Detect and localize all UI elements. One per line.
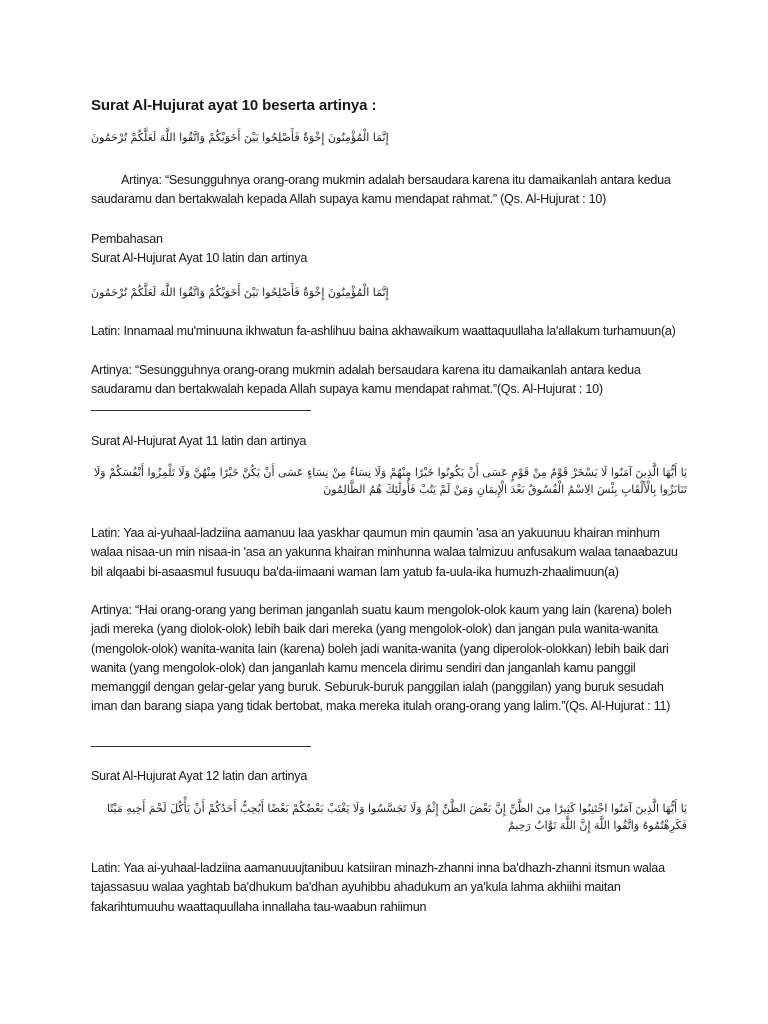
intro-arabic-verse: إِنَّمَا الْمُؤْمِنُونَ إِخْوَةٌ فَأَصْلِحُوا بَيْنَ أَخَوَيْكُمْ وَاتَّقُوا اللَّهَ لَعَلَّكُمْ تُرْحَمُونَ <box>91 131 389 144</box>
section-heading-ayat-11: Surat Al-Hujurat Ayat 11 latin dan artinya <box>91 434 307 448</box>
translation-ayat-11: Artinya: “Hai orang-orang yang beriman janganlah suatu kaum mengolok-olok kaum yang lain (karena) boleh jadi mereka (yang diolok-olok) lebih baik dari mereka (yang mengolok-olok) dan jangan pula wanita-wanita (mengolok-olok) wanita-wanita lain (karena) boleh jadi wanita-wanita (yang diperolok-olokkan) lebih baik dari wanita (yang mengolok-olok) dan janganlah kamu mencela dirimu sendiri dan janganlah kamu panggil memanggil dengan gelar-gelar yang buruk. Seburuk-buruk panggilan ialah (panggilan) yang buruk sesudah iman dan barang siapa yang tidak bertobat, maka mereka itulah orang-orang yang lalim.”(Qs. Al-Hujurat : 11) <box>91 603 672 714</box>
latin-transliteration-ayat-11: Latin: Yaa ai-yuhaal-ladziina aamanuu laa yaskhar qaumun min qaumin 'asa an yakuunuu khairan minhum walaa nisaa-un min nisaa-in 'asa an yakunna khairan minhunna walaa talmizuu anfusakum walaa tanaabazuu bil alqaabi bi-asaasmul fusuuqu ba'da-iimaani waman lam yatub fa-uula-ika humuzh-zhaalimuun(a) <box>91 526 678 579</box>
section-heading-ayat-10: Surat Al-Hujurat Ayat 10 latin dan artinya <box>91 251 308 265</box>
arabic-verse-ayat-11: يَا أَيُّهَا الَّذِينَ آمَنُوا لَا يَسْخَرْ قَوْمٌ مِنْ قَوْمٍ عَسَى أَنْ يَكُونُوا خَيْرًا مِنْهُمْ وَلَا نِسَاءٌ مِنْ نِسَاءٍ عَسَى أَنْ يَكُنَّ خَيْرًا مِنْهُنَّ وَلَا تَلْمِزُوا أَنْفُسَكُمْ وَلَا تَنَابَزُوا بِالْأَلْقَابِ بِئْسَ الِاسْمُ الْفُسُوقُ بَعْدَ الْإِيمَانِ وَمَنْ لَمْ يَتُبْ فَأُولَٰئِكَ هُمُ الظَّالِمُونَ <box>93 466 687 496</box>
document-title: Surat Al-Hujurat ayat 10 beserta artinya : <box>91 97 377 114</box>
translation-ayat-10: Artinya: “Sesungguhnya orang-orang mukmin adalah bersaudara karena itu damaikanlah antara kedua saudaramu dan bertakwalah kepada Allah supaya kamu mendapat rahmat.”(Qs. Al-Hujurat : 10) <box>91 363 641 397</box>
arabic-verse-ayat-10: إِنَّمَا الْمُؤْمِنُونَ إِخْوَةٌ فَأَصْلِحُوا بَيْنَ أَخَوَيْكُمْ وَاتَّقُوا اللَّهَ لَعَلَّكُمْ تُرْحَمُونَ <box>91 286 389 299</box>
arabic-verse-ayat-12: يَا أَيُّهَا الَّذِينَ آمَنُوا اجْتَنِبُوا كَثِيرًا مِنَ الظَّنِّ إِنَّ بَعْضَ الظَّنِّ إِثْمٌ وَلَا تَجَسَّسُوا وَلَا يَغْتَبْ بَعْضُكُمْ بَعْضًا أَيُحِبُّ أَحَدُكُمْ أَنْ يَأْكُلَ لَحْمَ أَخِيهِ مَيْتًا فَكَرِهْتُمُوهُ وَاتَّقُوا اللَّهَ إِنَّ اللَّهَ تَوَّابٌ رَحِيمٌ <box>106 802 687 832</box>
latin-transliteration-ayat-10: Latin: Innamaal mu'minuuna ikhwatun fa-ashlihuu baina akhawaikum waattaquullaha la'allakum turhamuun(a) <box>91 324 676 338</box>
section-separator <box>91 410 311 411</box>
discussion-label: Pembahasan <box>91 232 163 246</box>
section-separator <box>91 746 311 747</box>
section-heading-ayat-12: Surat Al-Hujurat Ayat 12 latin dan artinya <box>91 769 308 783</box>
latin-transliteration-ayat-12: Latin: Yaa ai-yuhaal-ladziina aamanuuujtanibuu katsiiran minazh-zhanni inna ba'dhazh-zhanni itsmun walaa tajassasuu walaa yaghtab ba'dhukum ba'dhan ayuhibbu ahadukum an ya'kula lahma akhiihi maitan fakarihtumuuhu waattaquullaha innallaha tau-waabun rahiimun <box>91 861 665 914</box>
intro-translation: Artinya: “Sesungguhnya orang-orang mukmin adalah bersaudara karena itu damaikanlah antara kedua saudaramu dan bertakwalah kepada Allah supaya kamu mendapat rahmat.” (Qs. Al-Hujurat : 10) <box>91 173 671 207</box>
